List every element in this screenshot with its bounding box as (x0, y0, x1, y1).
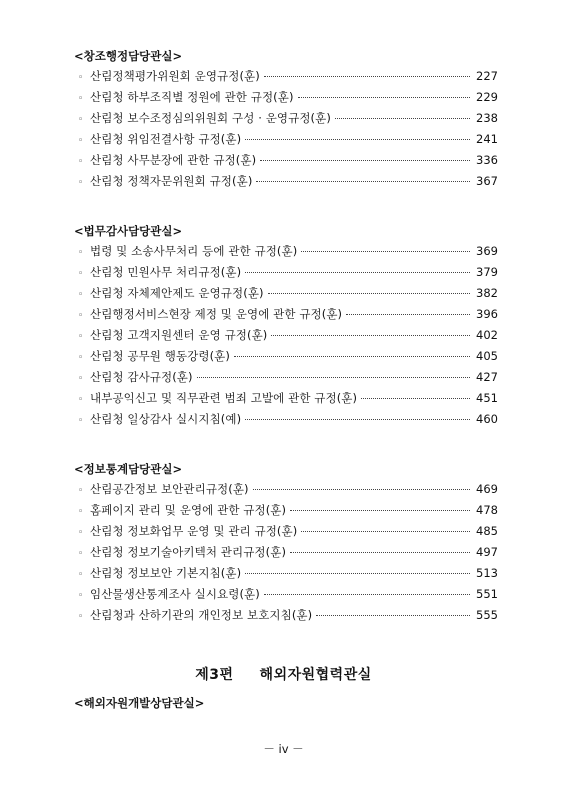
toc-section (74, 221, 498, 430)
entry-title: 산림청과 산하기관의 개인정보 보호지침(훈) (90, 608, 313, 622)
entry-title: 산림청 정보화업무 운영 및 관리 규정(훈) (90, 524, 298, 538)
entry-page: 405 (476, 349, 498, 363)
toc-entry[interactable] (74, 388, 498, 409)
toc-entry[interactable] (74, 563, 498, 584)
bullet-icon: ◦ (78, 73, 84, 83)
bullet-icon: ◦ (78, 486, 84, 496)
toc-entry[interactable] (74, 346, 498, 367)
entry-title: 산림청 위임전결사항 규정(훈) (90, 132, 242, 146)
dot-leader (245, 573, 470, 574)
entry-title: 산림청 자체제안제도 운영규정(훈) (90, 286, 264, 300)
entry-page: 379 (476, 265, 498, 279)
toc-entry[interactable] (74, 521, 498, 542)
toc-entry[interactable] (74, 129, 498, 150)
entry-title: 산림청 감사규정(훈) (90, 370, 193, 384)
dot-leader (260, 160, 470, 161)
entry-page: 369 (476, 244, 498, 258)
dot-leader (256, 181, 470, 182)
bullet-icon: ◦ (78, 332, 84, 342)
toc-entry[interactable] (74, 262, 498, 283)
entry-page: 478 (476, 503, 498, 517)
toc-entry[interactable] (74, 500, 498, 521)
entry-title: 산림청 일상감사 실시지침(예) (90, 412, 242, 426)
entry-page: 227 (476, 69, 498, 83)
bullet-icon: ◦ (78, 248, 84, 258)
entry-title: 산림청 보수조정심의위원회 구성 · 운영규정(훈) (90, 111, 331, 125)
part-number: 제3편 (195, 667, 234, 683)
bullet-icon: ◦ (78, 290, 84, 300)
bullet-icon: ◦ (78, 528, 84, 538)
page-number-footer: － iv － (263, 742, 304, 756)
toc-entry[interactable] (74, 241, 498, 262)
entry-page: 451 (476, 391, 498, 405)
bullet-icon: ◦ (78, 269, 84, 279)
section-heading: <해외자원개발상담관실> (74, 696, 205, 710)
entry-title: 산림청 정책자문위원회 규정(훈) (90, 174, 253, 188)
entry-page: 367 (476, 174, 498, 188)
dot-leader (301, 251, 470, 252)
section-heading: <정보통계담당관실> (74, 462, 183, 476)
entry-page: 382 (476, 286, 498, 300)
dot-leader (264, 594, 470, 595)
toc-entry[interactable] (74, 584, 498, 605)
bullet-icon: ◦ (78, 94, 84, 104)
dot-leader (268, 293, 470, 294)
section-heading: <창조행정담당관실> (74, 49, 183, 63)
dot-leader (271, 335, 470, 336)
entry-title: 내부공익신고 및 직무관련 범죄 고발에 관한 규정(훈) (90, 391, 358, 405)
entry-title: 산림공간정보 보안관리규정(훈) (90, 482, 249, 496)
bullet-icon: ◦ (78, 591, 84, 601)
dot-leader (197, 377, 470, 378)
bullet-icon: ◦ (78, 115, 84, 125)
bullet-icon: ◦ (78, 136, 84, 146)
toc-entry[interactable] (74, 479, 498, 500)
entry-title: 산림청 정보보안 기본지침(훈) (90, 566, 242, 580)
bullet-icon: ◦ (78, 178, 84, 188)
entry-page: 497 (476, 545, 498, 559)
entry-page: 551 (476, 587, 498, 601)
dot-leader (298, 97, 470, 98)
entry-title: 산림청 하부조직별 정원에 관한 규정(훈) (90, 90, 294, 104)
entry-page: 402 (476, 328, 498, 342)
entry-page: 336 (476, 153, 498, 167)
bullet-icon: ◦ (78, 507, 84, 517)
entry-title: 산림청 정보기술아키텍처 관리규정(훈) (90, 545, 287, 559)
entry-page: 460 (476, 412, 498, 426)
entry-page: 396 (476, 307, 498, 321)
dot-leader (301, 531, 470, 532)
dot-leader (234, 356, 470, 357)
dot-leader (245, 419, 470, 420)
toc-entry[interactable] (74, 409, 498, 430)
toc-entry[interactable] (74, 66, 498, 87)
bullet-icon: ◦ (78, 612, 84, 622)
dot-leader (264, 76, 470, 77)
entry-page: 229 (476, 90, 498, 104)
dot-leader (245, 272, 470, 273)
entry-page: 485 (476, 524, 498, 538)
toc-entry[interactable] (74, 87, 498, 108)
bullet-icon: ◦ (78, 311, 84, 321)
bullet-icon: ◦ (78, 353, 84, 363)
toc-entry[interactable] (74, 283, 498, 304)
toc-entry[interactable] (74, 150, 498, 171)
dot-leader (290, 510, 470, 511)
toc-entry[interactable] (74, 304, 498, 325)
toc-entry[interactable] (74, 605, 498, 626)
toc-entry[interactable] (74, 542, 498, 563)
part-title (0, 664, 567, 684)
bullet-icon: ◦ (78, 549, 84, 559)
entry-title: 산림행정서비스현장 제정 및 운영에 관한 규정(훈) (90, 307, 343, 321)
entry-page: 238 (476, 111, 498, 125)
entry-title: 법령 및 소송사무처리 등에 관한 규정(훈) (90, 244, 298, 258)
toc-section (74, 459, 498, 626)
dot-leader (316, 615, 470, 616)
entry-page: 555 (476, 608, 498, 622)
dot-leader (290, 552, 470, 553)
entry-page: 513 (476, 566, 498, 580)
entry-page: 469 (476, 482, 498, 496)
dot-leader (335, 118, 470, 119)
bullet-icon: ◦ (78, 374, 84, 384)
section-heading: <법무감사담당관실> (74, 224, 183, 238)
entry-title: 임산물생산통계조사 실시요령(훈) (90, 587, 260, 601)
toc-section (74, 46, 498, 192)
toc-entry[interactable] (74, 108, 498, 129)
entry-title: 산림청 공무원 행동강령(훈) (90, 349, 230, 363)
toc-entry[interactable] (74, 325, 498, 346)
bullet-icon: ◦ (78, 570, 84, 580)
toc-entry[interactable] (74, 171, 498, 192)
bullet-icon: ◦ (78, 416, 84, 426)
entry-title: 산림청 사무분장에 관한 규정(훈) (90, 153, 257, 167)
bullet-icon: ◦ (78, 395, 84, 405)
toc-section (74, 693, 498, 713)
dot-leader (346, 314, 470, 315)
entry-title: 산림청 민원사무 처리규정(훈) (90, 265, 242, 279)
toc-entry[interactable] (74, 367, 498, 388)
dot-leader (253, 489, 470, 490)
dot-leader (361, 398, 470, 399)
entry-title: 산림정책평가위원회 운영규정(훈) (90, 69, 260, 83)
entry-title: 산림청 고객지원센터 운영 규정(훈) (90, 328, 268, 342)
part-name: 해외자원협력관실 (259, 667, 372, 683)
dot-leader (245, 139, 470, 140)
entry-title: 홈페이지 관리 및 운영에 관한 규정(훈) (90, 503, 287, 517)
entry-page: 427 (476, 370, 498, 384)
entry-page: 241 (476, 132, 498, 146)
bullet-icon: ◦ (78, 157, 84, 167)
